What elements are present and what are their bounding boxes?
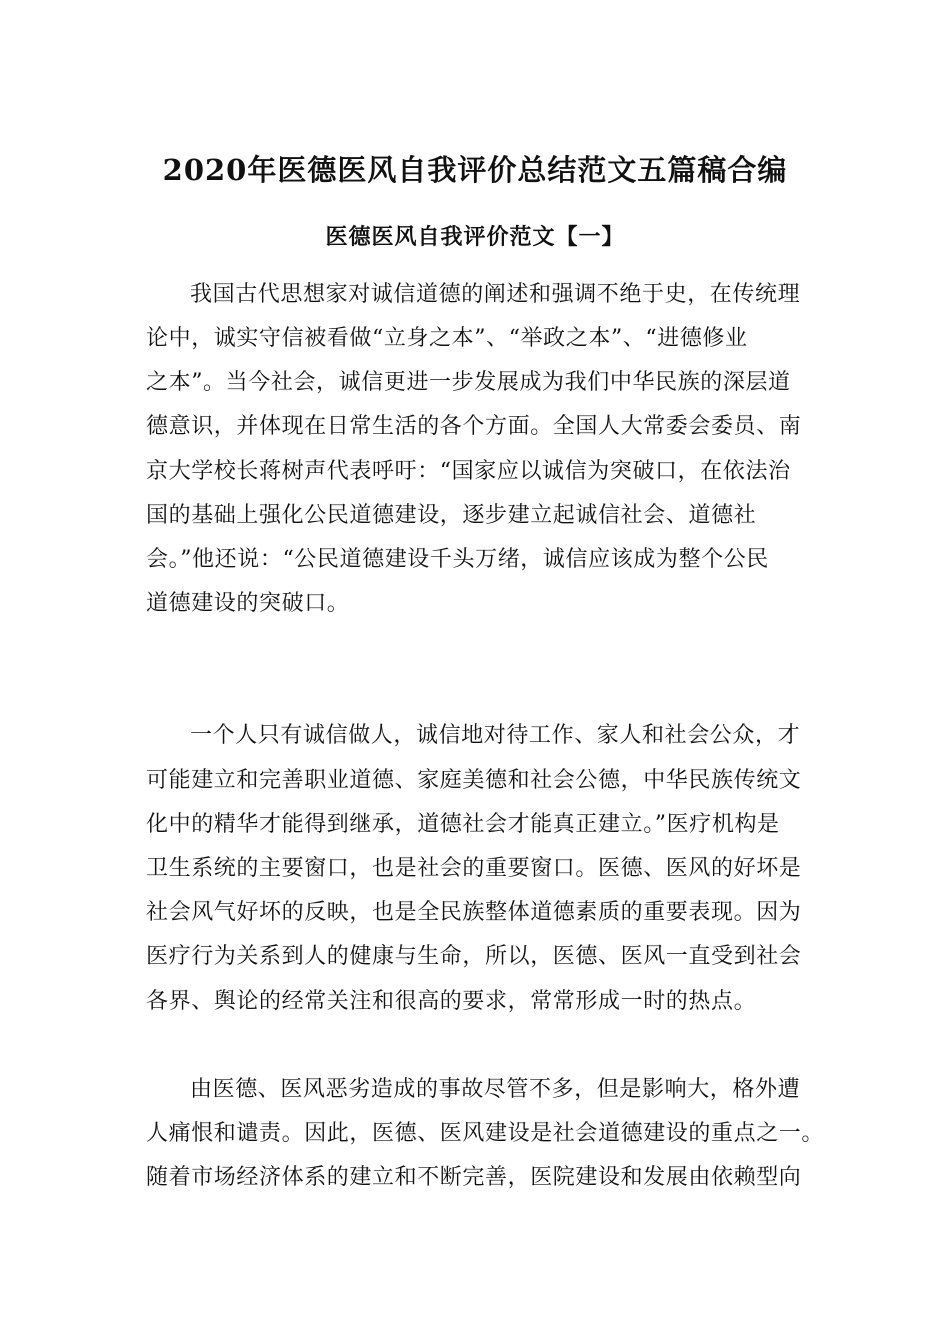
paragraph-1-line-1: 我国古代思想家对诚信道德的阐述和强调不绝于史，在传统理 xyxy=(190,282,801,307)
paragraph-2-line-2: 可能建立和完善职业道德、家庭美德和社会公德，中华民族传统文 xyxy=(146,768,802,793)
paragraph-1-line-7: 会。”他还说：“公民道德建设千头万绪，诚信应该成为整个公民 xyxy=(146,547,769,572)
paragraph-1-line-5: 京大学校长蒋树声代表呼吁：“国家应以诚信为突破口，在依法治 xyxy=(146,459,791,484)
paragraph-1-line-4: 德意识，并体现在日常生活的各个方面。全国人大常委会委员、南 xyxy=(146,414,802,439)
paragraph-3-line-1: 由医德、医风恶劣造成的事故尽管不多，但是影响大，格外遭 xyxy=(190,1077,801,1102)
paragraph-1-line-3: 之本”。当今社会，诚信更进一步发展成为我们中华民族的深层道 xyxy=(146,370,791,395)
paragraph-2-line-4: 卫生系统的主要窗口，也是社会的重要窗口。医德、医风的好坏是 xyxy=(146,856,802,881)
section-subtitle: 医德医风自我评价范文【一】 xyxy=(325,224,625,250)
paragraph-2-line-1: 一个人只有诚信做人，诚信地对待工作、家人和社会公众，才 xyxy=(190,723,801,748)
paragraph-2-line-3: 化中的精华才能得到继承，道德社会才能真正建立。”医疗机构是 xyxy=(146,812,780,837)
paragraph-2-line-5: 社会风气好坏的反映，也是全民族整体道德素质的重要表现。因为 xyxy=(146,900,802,925)
paragraph-1-line-6: 国的基础上强化公民道德建设，逐步建立起诚信社会、道德社 xyxy=(146,503,757,528)
paragraph-2-line-6: 医疗行为关系到人的健康与生命，所以，医德、医风一直受到社会 xyxy=(146,944,802,969)
paragraph-3-line-2: 人痛恨和谴责。因此，医德、医风建设是社会道德建设的重点之一。 xyxy=(146,1121,825,1146)
paragraph-1-line-8: 道德建设的突破口。 xyxy=(146,591,350,616)
paragraph-2-line-7: 各界、舆论的经常关注和很高的要求，常常形成一时的热点。 xyxy=(146,989,757,1014)
paragraph-3-line-3: 随着市场经济体系的建立和不断完善，医院建设和发展由依赖型向 xyxy=(146,1165,802,1190)
document-title: 2020年医德医风自我评价总结范文五篇稿合编 xyxy=(162,153,788,187)
paragraph-1-line-2: 论中，诚实守信被看做“立身之本”、“举政之本”、“进德修业 xyxy=(146,326,748,351)
